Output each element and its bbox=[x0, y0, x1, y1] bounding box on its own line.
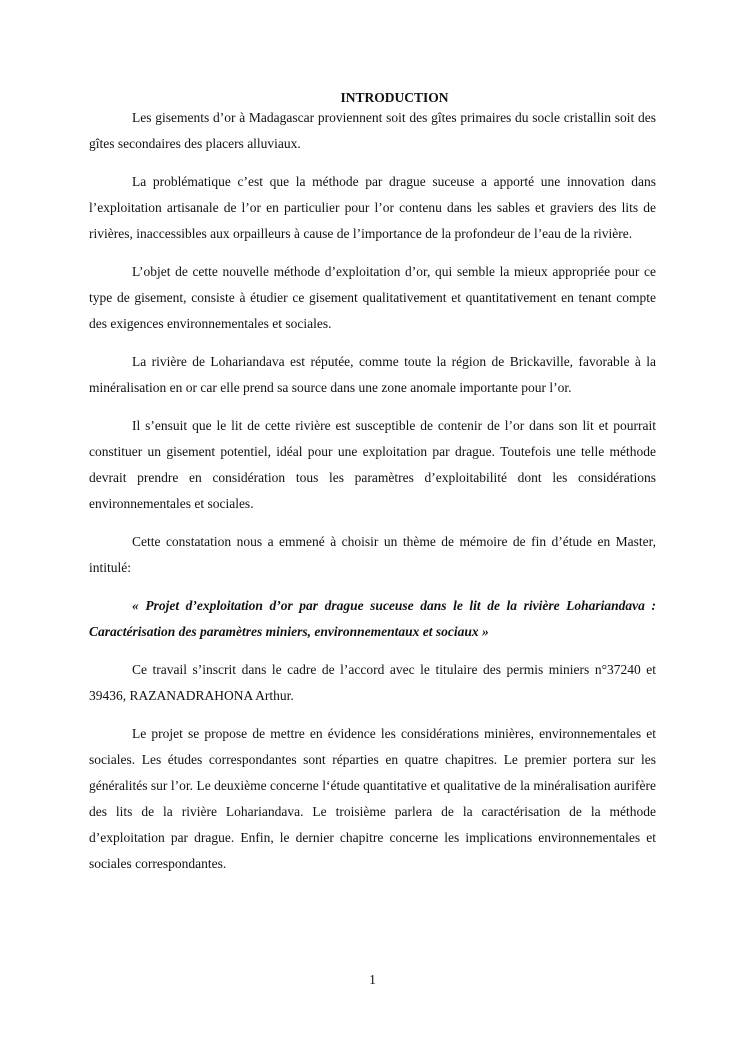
paragraph-problematique: La problématique c’est que la méthode par drague suceuse a apporté une innovation dans l’exploitation artisanale de l’or en particulier pour l’or contenu dans les sables et graviers des lits de rivières, inaccessibles aux orpailleurs à cause de l’importance de la profondeur de l’eau de la rivière. bbox=[89, 174, 656, 241]
section-title: INTRODUCTION bbox=[340, 90, 449, 105]
paragraph-objet: L’objet de cette nouvelle méthode d’exploitation d’or, qui semble la mieux appropriée pour ce type de gisement, consiste à étudier ce gisement qualitativement et quantitativement en tenant compte des exigences environnementales et sociales. bbox=[89, 264, 656, 331]
paragraph-riviere: La rivière de Lohariandava est réputée, comme toute la région de Brickaville, favorable à la minéralisation en or car elle prend sa source dans une zone anomale importante pour l’or. bbox=[89, 354, 656, 395]
paragraph-gisement-potentiel: Il s’ensuit que le lit de cette rivière est susceptible de contenir de l’or dans son lit et pourrait constituer un gisement potentiel, idéal pour une exploitation par drague. Toutefois une telle méthode devrait prendre en considération tous les paramètres d’exploitabilité dont les considérations environnementales et sociales. bbox=[89, 418, 656, 511]
paragraph-accord: Ce travail s’inscrit dans le cadre de l’accord avec le titulaire des permis miniers n°37240 et 39436, RAZANADRAHONA Arthur. bbox=[89, 662, 656, 703]
paragraph-chapitres: Le projet se propose de mettre en évidence les considérations minières, environnementales et sociales. Les études correspondantes sont réparties en quatre chapitres. Le premier portera sur les généralités sur l’or. Le deuxième concerne l‘étude quantitative et qualitative de la minéralisation aurifère des lits de la rivière Lohariandava. Le troisième parlera de la caractérisation de la méthode d’exploitation par drague. Enfin, le dernier chapitre concerne les implications environnementales et sociales correspondantes. bbox=[89, 726, 656, 871]
paragraph-memoire-title: « Projet d’exploitation d’or par drague suceuse dans le lit de la rivière Lohariandava : Caractérisation des paramètres miniers, environnementaux et sociaux » bbox=[89, 598, 656, 639]
document-body bbox=[89, 88, 656, 889]
page-number: 1 bbox=[369, 972, 376, 987]
paragraph-constatation: Cette constatation nous a emmené à choisir un thème de mémoire de fin d’étude en Master, intitulé: bbox=[89, 534, 656, 575]
paragraph-gisements: Les gisements d’or à Madagascar proviennent soit des gîtes primaires du socle cristallin soit des gîtes secondaires des placers alluviaux. bbox=[89, 110, 656, 151]
